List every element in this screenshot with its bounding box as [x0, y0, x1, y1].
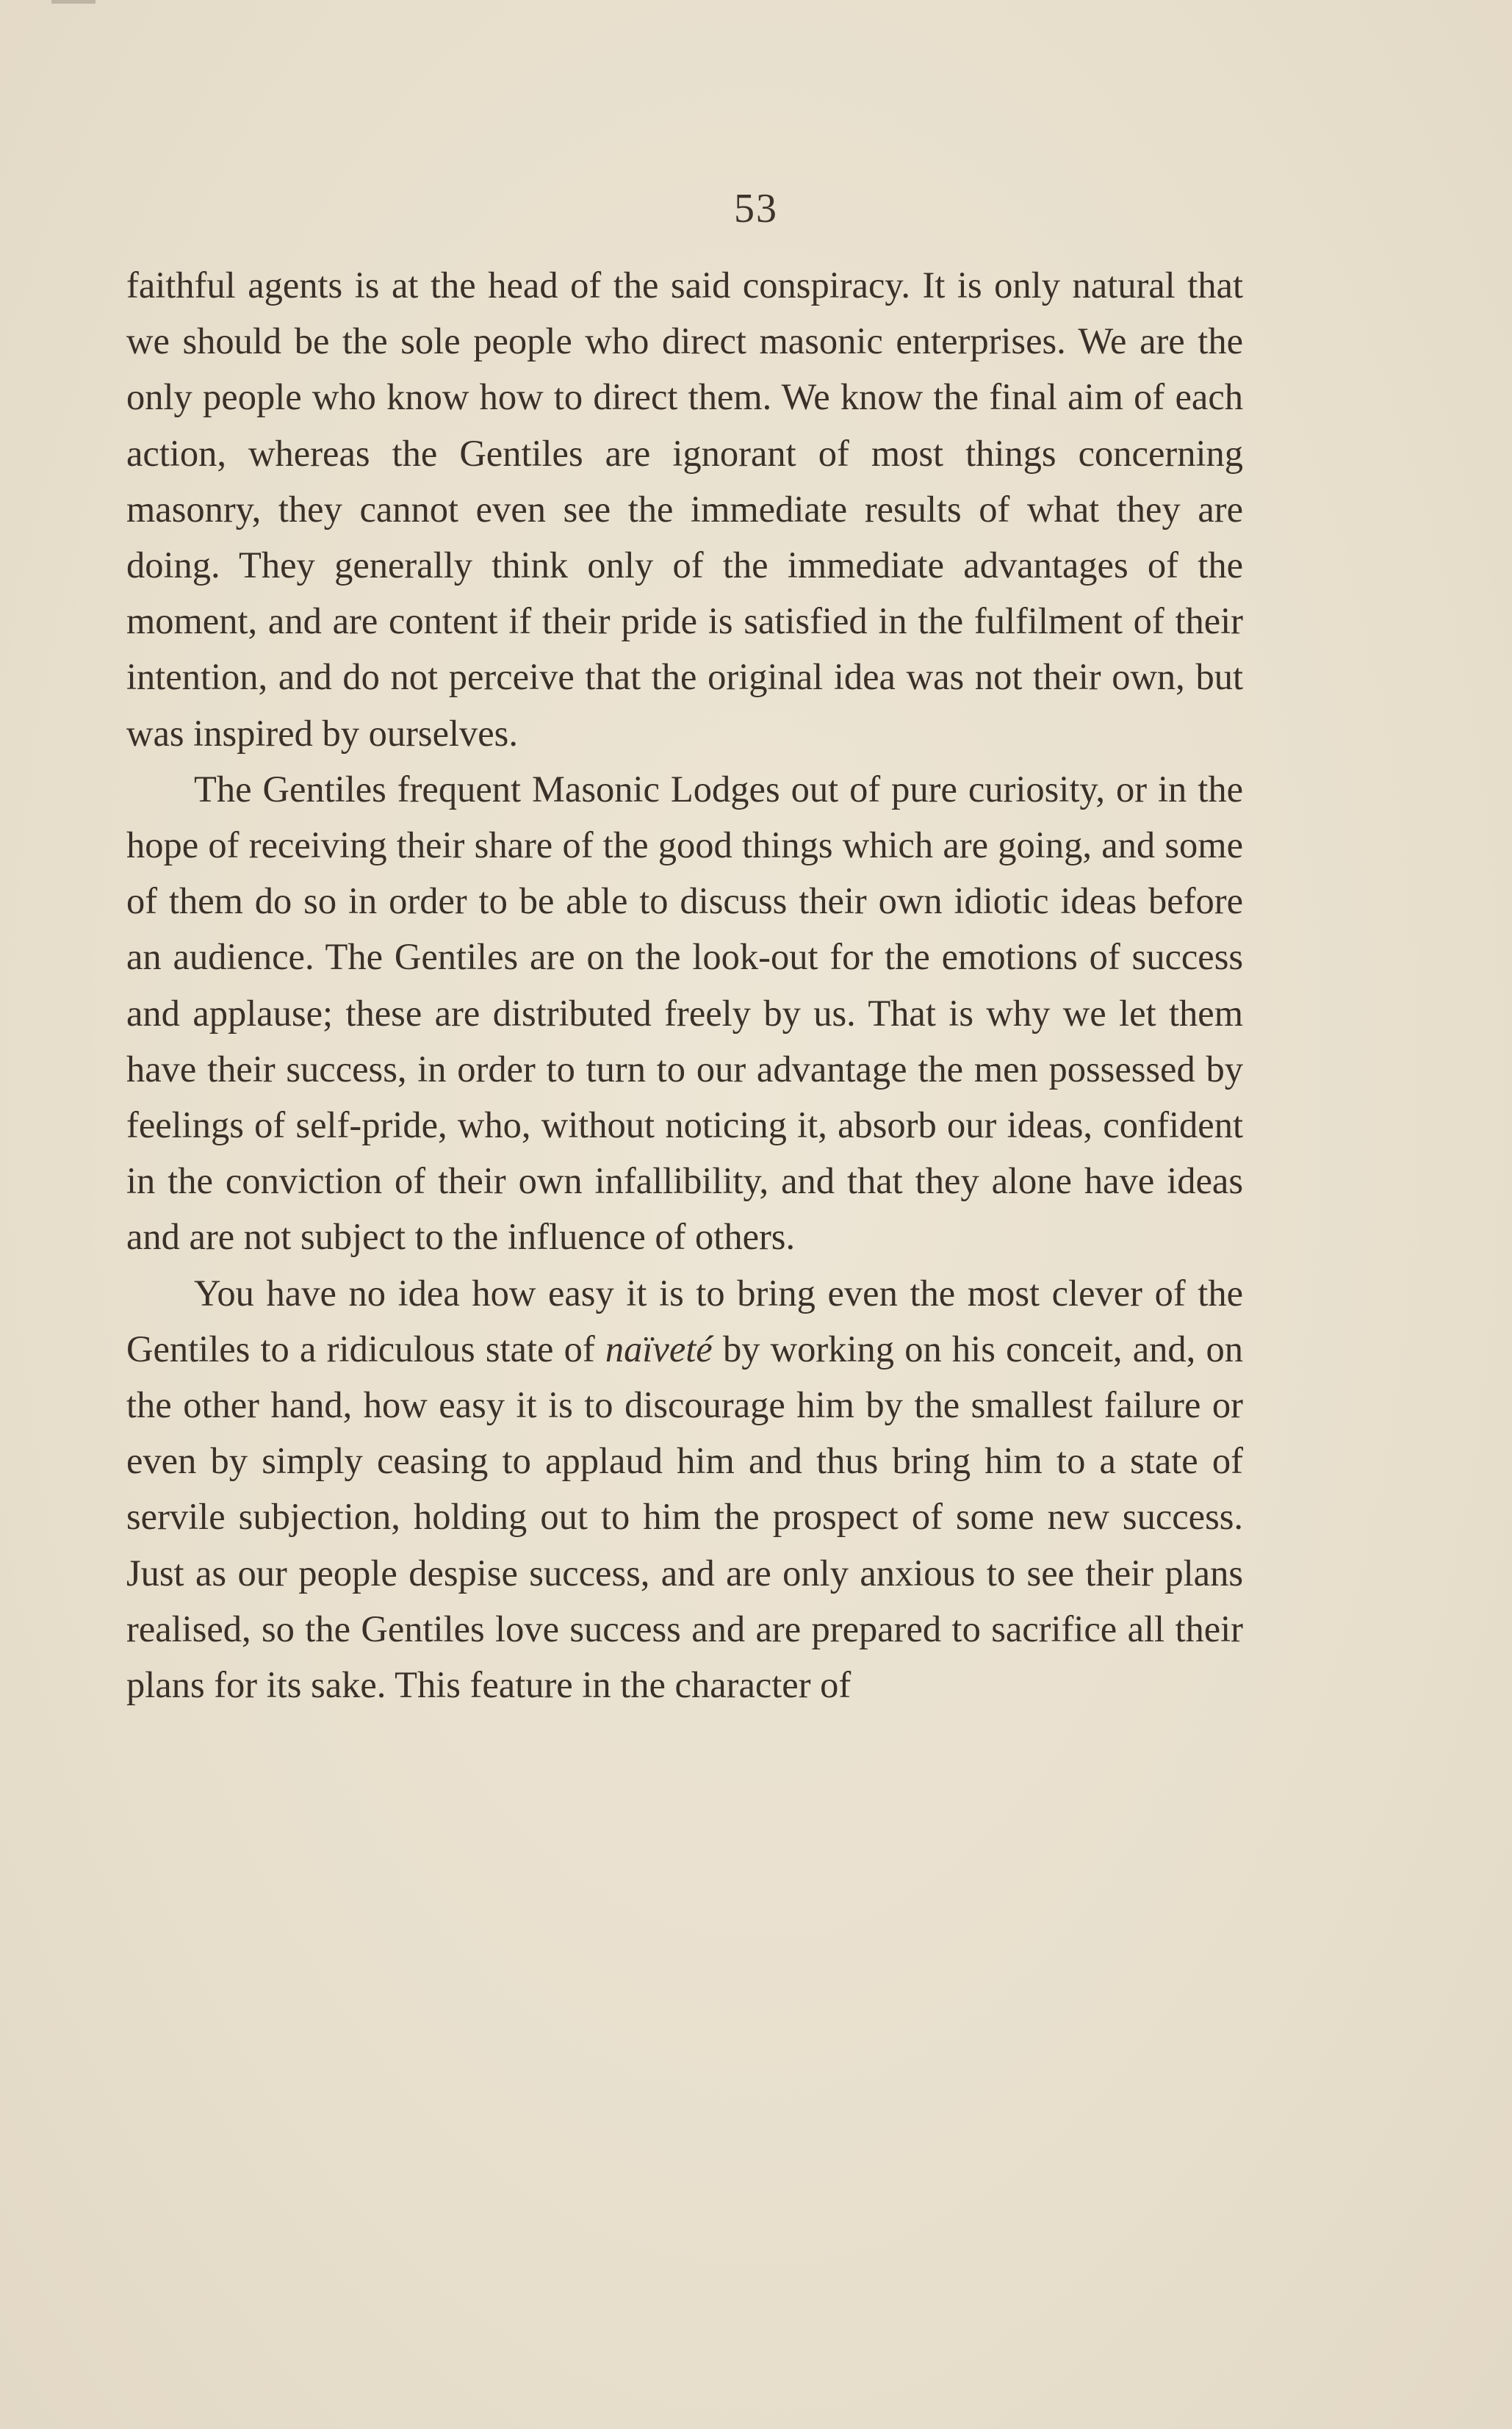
paragraph-2: The Gentiles frequent Masonic Lodges out of pure curiosity, or in the hope of receiving their share of the good things which are going, and some of them do so in order to be able to discuss their own idiotic ideas before an audience. The Gentiles are on the look-out for the emotions of success and applause; these are distributed freely by us. That is why we let them have their success, in order to turn to our advantage the men possessed by feelings of self-pride, who, without noticing it, absorb our ideas, confident in the conviction of their own infallibility, and that they alone have ideas and are not subject to the influence of others. — [126, 768, 1243, 1258]
paragraph-1: faithful agents is at the head of the said conspiracy. It is only natural that we should be the sole people who direct masonic enterprises. We are the only people who know how to direct them. We know the final aim of each action, whereas the Gentiles are ignorant of most things concerning masonry, they cannot even see the immediate results of what they are doing. They generally think only of the immediate advantages of the moment, and are content if their pride is satisfied in the fulfilment of their intention, and do not perceive that the original idea was not their own, but was inspired by ourselves. — [126, 265, 1243, 754]
italic-word: naïveté — [605, 1328, 713, 1370]
paragraph-3 — [126, 1265, 1243, 1713]
paragraph-3-text-start: You have no idea how easy it is to bring even the most clever of the Gentiles to a ridiculous state of — [126, 1272, 1243, 1370]
body-text — [126, 257, 1243, 1713]
paragraph-3-text-end: by working on his conceit, and, on the other hand, how easy it is to discourage him by the smallest failure or even by simply ceasing to applaud him and thus bring him to a state of servile subjection, holding out to him the prospect of some new success. Just as our people despise success, and are only anxious to see their plans realised, so the Gentiles love success and are prepared to sacrifice all their plans for its sake. This feature in the character of — [126, 1328, 1243, 1706]
page-number: 53 — [734, 186, 778, 231]
page-edge-mark — [51, 0, 96, 4]
